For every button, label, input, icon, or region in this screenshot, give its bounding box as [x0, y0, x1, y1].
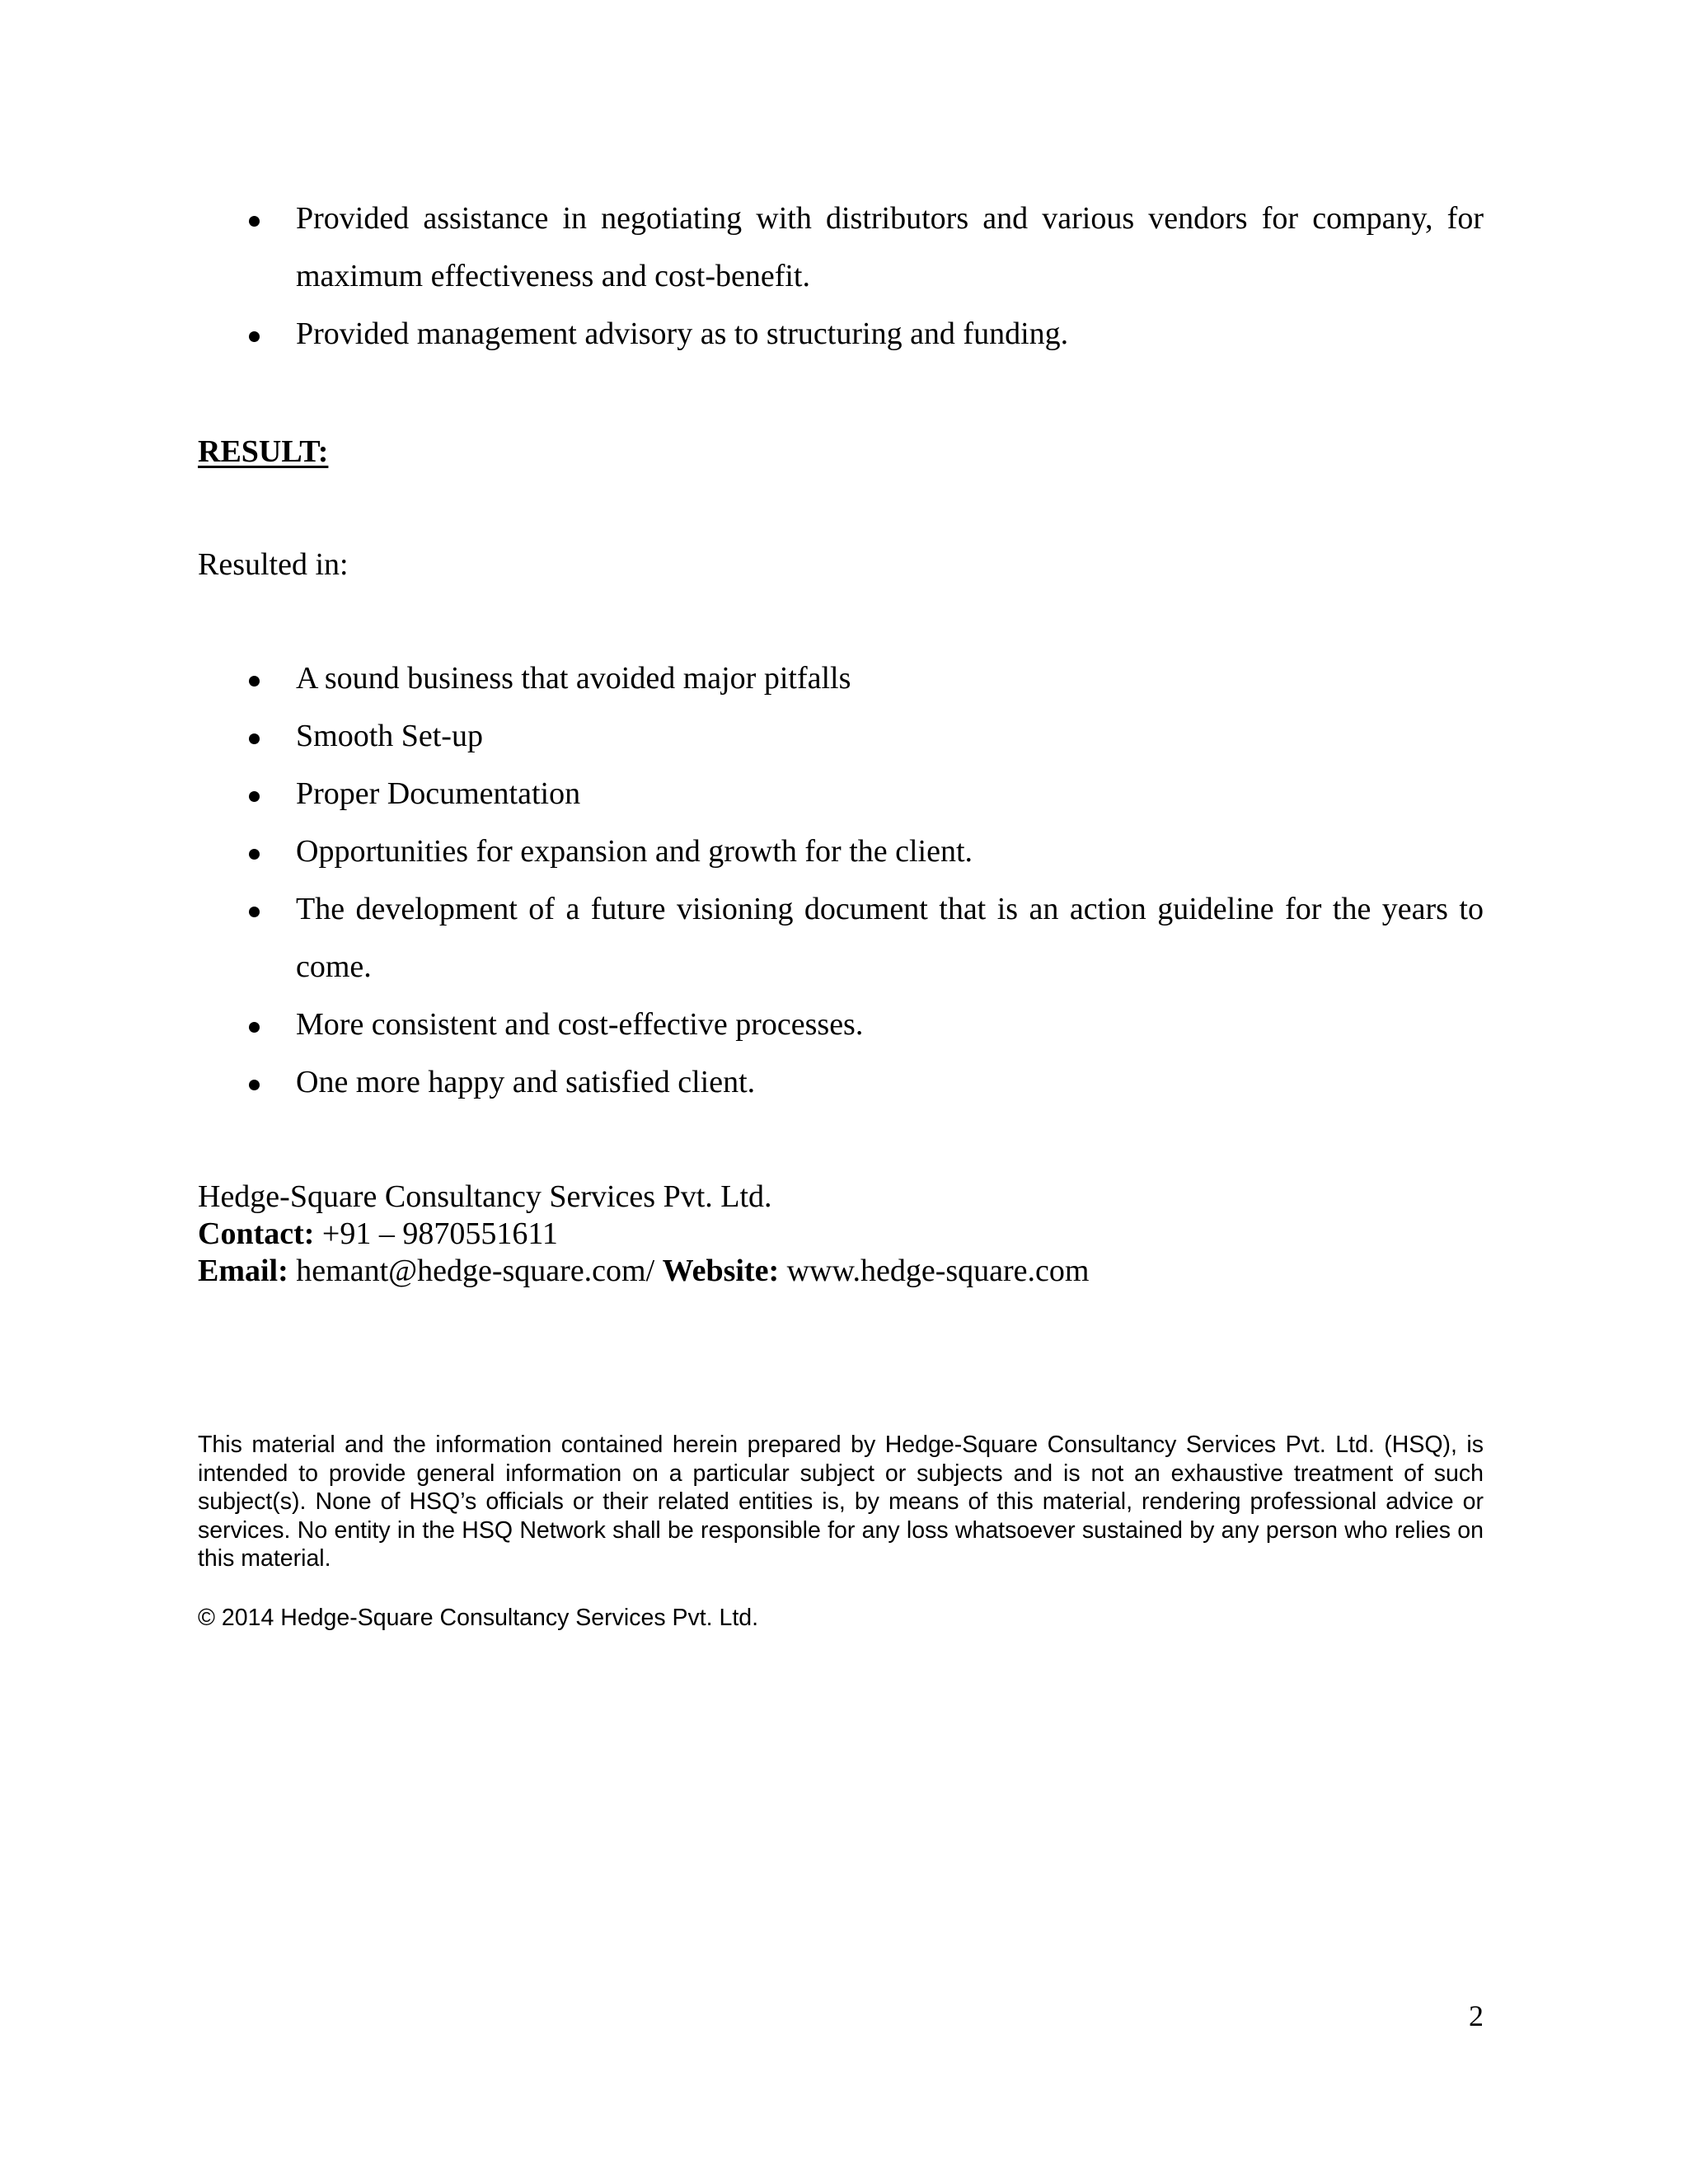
- bullet-icon: [249, 791, 260, 802]
- contact-block: [198, 1179, 1089, 1290]
- bullet-icon: [249, 676, 260, 687]
- website-label: Website:: [662, 1254, 780, 1288]
- list-item: [0, 880, 1484, 996]
- bullet-text: Provided assistance in negotiating with distributors and various vendors for company, for maximum effectiveness and cost-benefit.: [296, 201, 1484, 293]
- list-item: [0, 823, 1484, 880]
- bullet-icon: [249, 907, 260, 917]
- bullet-text: More consistent and cost-effective processes.: [296, 1007, 864, 1042]
- list-item: [0, 707, 1484, 765]
- bullet-icon: [249, 331, 260, 342]
- results-intro: Resulted in:: [198, 547, 349, 582]
- company-name: Hedge-Square Consultancy Services Pvt. Ltd.: [198, 1179, 772, 1214]
- bullet-icon: [249, 216, 260, 227]
- bullet-text: One more happy and satisfied client.: [296, 1065, 756, 1099]
- bullet-text: Opportunities for expansion and growth for the client.: [296, 834, 973, 869]
- bullet-text: Proper Documentation: [296, 776, 581, 811]
- contact-label: Contact:: [198, 1216, 315, 1251]
- list-item: [0, 190, 1484, 305]
- bullet-text: Smooth Set-up: [296, 719, 483, 753]
- list-item: [0, 996, 1484, 1053]
- bullet-text: A sound business that avoided major pitfalls: [296, 661, 851, 696]
- list-item: [0, 765, 1484, 823]
- disclaimer-text: This material and the information contained herein prepared by Hedge-Square Consultancy Services Pvt. Ltd. (HSQ), is intended to provide general information on a particular subject or subjects and is not an exhaustive treatment of such subject(s). None of HSQ’s officials or their related entities is, by means of this material, rendering professional advice or services. No entity in the HSQ Network shall be responsible for any loss whatsoever sustained by any person who relies on this material.: [198, 1432, 1484, 1572]
- contact-line: [198, 1216, 1089, 1253]
- website-link[interactable]: www.hedge-square.com: [786, 1254, 1090, 1288]
- results-bullet-list: [0, 649, 1688, 1111]
- bullet-icon: [249, 1022, 260, 1033]
- result-heading: RESULT:: [198, 434, 329, 469]
- bullet-icon: [249, 733, 260, 744]
- page-number: 2: [1469, 1999, 1484, 2032]
- bullet-text: Provided management advisory as to structuring and funding.: [296, 316, 1069, 351]
- list-item: [0, 305, 1484, 363]
- services-bullet-list: [0, 190, 1688, 363]
- phone-number: +91 – 9870551611: [321, 1216, 558, 1251]
- bullet-icon: [249, 849, 260, 860]
- email-link[interactable]: hemant@hedge-square.com/: [296, 1254, 655, 1288]
- email-website-line: [198, 1253, 1089, 1290]
- copyright-text: © 2014 Hedge-Square Consultancy Services Pvt. Ltd.: [198, 1605, 759, 1631]
- list-item: [0, 1053, 1484, 1111]
- bullet-text: The development of a future visioning document that is an action guideline for the years to come.: [296, 892, 1484, 984]
- bullet-icon: [249, 1080, 260, 1090]
- email-label: Email:: [198, 1254, 288, 1288]
- list-item: [0, 649, 1484, 707]
